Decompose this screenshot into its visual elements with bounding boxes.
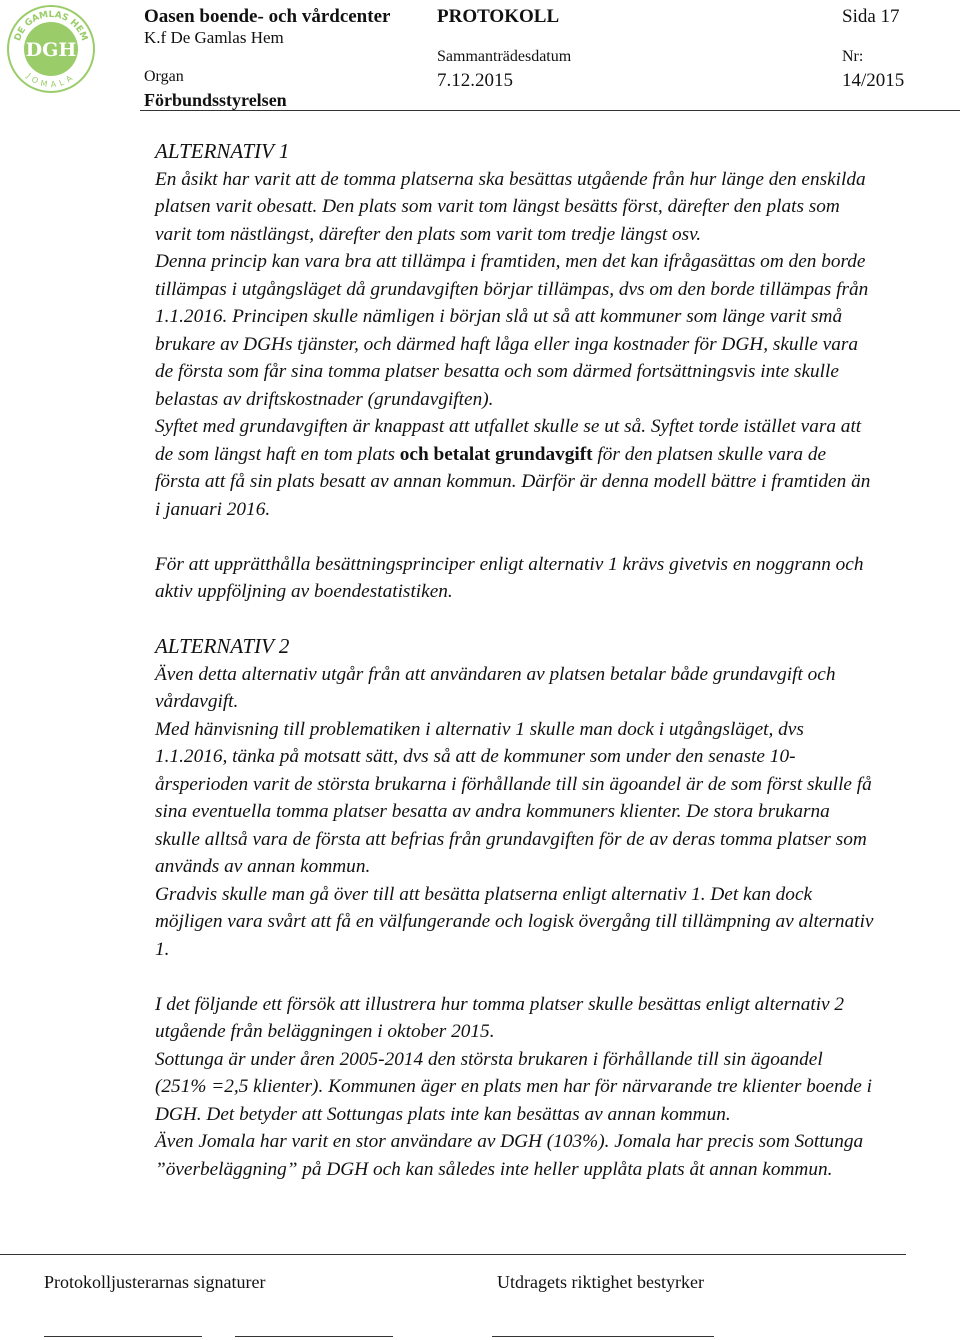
paragraph-text: för den platsen skulle vara de första att få sin plats besatt av annan kommun. Därför är denna modell bättre i framtiden än i januari 2016.: [155, 443, 871, 520]
signature-line: [44, 1336, 202, 1337]
alternative-2-paragraph-5: Sottunga är under åren 2005-2014 den största brukaren i förhållande till sin ägoandel (251% =2,5 klienter). Kommunen äger en plats men har för närvarande tre klienter boende i DGH. Det betyder att Sottungas plats inte kan besättas av annan kommun.: [155, 1048, 873, 1125]
alternative-2-paragraph-2: Med hänvisning till problematiken i alternativ 1 skulle man dock i utgångsläget, dvs 1.1.2016, tänka på motsatt sätt, dvs så att de kommuner som under den senaste 10-årsperioden varit de största brukarna i förhållande till sin ägoandel är de som först skulle få sina eventuella tomma platser besatta av andra kommuners klienter. De stora brukarna skulle alltså vara de första att befrias från grundavgiften för de av deras tomma platser som används av annan kommun.: [155, 718, 872, 877]
organization-name: Oasen boende- och vårdcenter: [144, 6, 391, 27]
alternative-1-paragraph-2: Denna princip kan vara bra att tillämpa i framtiden, men det kan ifrågasättas om den borde tillämpas i utgångsläget då grundavgiften börjar tillämpas, dvs om den borde tillämpas från 1.1.2016. Principen skulle nämligen i början slå ut så att kommuner som länge varit små brukare av DGHs tjänster, och därmed haft låga eller inga kostnader för DGH, skulle vara de första som får sina tomma platser besatta och som därmed fortsättningsvis inte skulle belastas av driftskostnader (grundavgiften).: [155, 251, 869, 410]
spacer: [155, 963, 875, 991]
document-type: PROTOKOLL: [437, 6, 560, 27]
emphasized-text: och betalat grundavgift: [399, 443, 593, 465]
signature-line: [235, 1336, 393, 1337]
alternative-2-heading: ALTERNATIV 2: [155, 634, 290, 658]
alternative-1-heading: ALTERNATIV 1: [155, 139, 290, 163]
alternative-1-paragraph-3: [155, 413, 875, 523]
signature-label-certifier: Utdragets riktighet bestyrker: [497, 1272, 704, 1292]
alternative-1-paragraph-4: För att upprätthålla besättningsprinciper enligt alternativ 1 krävs givetvis en noggrann och aktiv uppföljning av boendestatistiken.: [155, 553, 864, 602]
signature-label-adjusters: Protokolljusterarnas signaturer: [44, 1272, 266, 1292]
svg-text:DGH: DGH: [25, 39, 77, 61]
signature-line: [492, 1336, 714, 1337]
paragraph-text: Syftet med grundavgiften är knappast att utfallet skulle se ut så. Syftet torde istället vara att de som längst haft en tom plats: [155, 416, 862, 465]
page-number: Sida 17: [842, 6, 900, 27]
spacer: [155, 606, 875, 634]
organization-subtitle: K.f De Gamlas Hem: [144, 28, 284, 47]
alternative-2-paragraph-6: Även Jomala har varit en stor användare av DGH (103%). Jomala har precis som Sottunga ”överbeläggning” på DGH och kan således inte heller upplåta plats åt annan kommun.: [155, 1131, 864, 1180]
alternative-1-paragraph-1: En åsikt har varit att de tomma platserna ska besättas utgående från hur länge den enskilda platsen varit obesatt. Den plats som varit tom längst besätts först, därefter den plats som varit tom nästlängst, därefter den plats som varit tom tredje längst osv.: [155, 168, 866, 245]
protocol-number-value: 14/2015: [842, 70, 905, 91]
header-divider: [140, 110, 960, 111]
organ-value: Förbundsstyrelsen: [144, 90, 287, 110]
organ-label: Organ: [144, 68, 184, 85]
protocol-number-label: Nr:: [842, 48, 864, 65]
footer-divider: [0, 1254, 906, 1255]
alternative-2-paragraph-1: Även detta alternativ utgår från att användaren av platsen betalar både grundavgift och vårdavgift.: [155, 663, 836, 712]
alternative-2-paragraph-4: I det följande ett försök att illustrera hur tomma platser skulle besättas enligt alternativ 2 utgående från beläggningen i oktober 2015.: [155, 993, 845, 1042]
document-body: [155, 138, 875, 1183]
spacer: [155, 523, 875, 551]
alternative-2-paragraph-3: Gradvis skulle man gå över till att besätta platserna enligt alternativ 1. Det kan dock möjligen vara svårt att få en välfungerande och logisk övergång till tillämpning av alternativ 1.: [155, 883, 874, 960]
meeting-date-value: 7.12.2015: [437, 70, 513, 91]
svg-text:DE GAMLAS HEM: DE GAMLAS HEM: [13, 9, 89, 43]
svg-text:JOMALA: JOMALA: [24, 71, 78, 90]
de-gamlas-hem-logo: [6, 4, 96, 94]
meeting-date-label: Sammanträdesdatum: [437, 48, 572, 65]
